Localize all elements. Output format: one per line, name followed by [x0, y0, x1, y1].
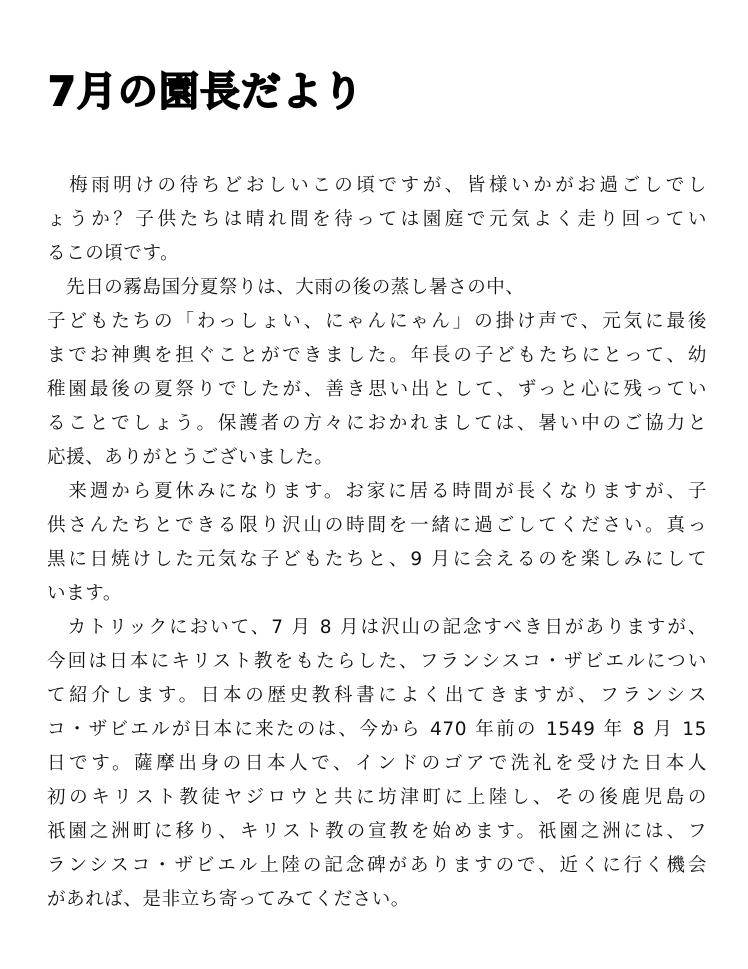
body-line: 日です。薩摩出身の日本人で、インドのゴアで洗礼を受けた日本人 — [47, 753, 707, 774]
body-line: ることでしょう。保護者の方々におかれましては、暑い中のご協力と — [47, 413, 707, 434]
body-line: 供さんたちとできる限り沢山の時間を一緒に過ごしてください。真っ — [47, 515, 707, 536]
body-line: 黒に日焼けした元気な子どもたちと、9 月に会えるのを楽しみにして — [47, 549, 707, 570]
body-line: 子どもたちの「わっしょい、にゃんにゃん」の掛け声で、元気に最後 — [47, 311, 707, 332]
body-line: います。 — [47, 583, 122, 604]
body-line: 来週から夏休みになります。お家に居る時間が長くなりますが、子 — [47, 481, 707, 502]
body-line: 初のキリスト教徒ヤジロウと共に坊津町に上陸し、その後鹿児島の — [47, 787, 707, 808]
body-line: 応援、ありがとうございました。 — [47, 447, 334, 468]
body-line: 稚園最後の夏祭りでしたが、善き思い出として、ずっと心に残ってい — [47, 379, 707, 400]
body-line: るこの頃です。 — [47, 243, 180, 264]
body-line: て紹介します。日本の歴史教科書によく出てきますが、フランシス — [47, 685, 707, 706]
body-line: 祇園之洲町に移り、キリスト教の宣教を始めます。祇園之洲には、フ — [47, 821, 707, 842]
body-line: 先日の霧島国分夏祭りは、大雨の後の蒸し暑さの中、 — [47, 277, 525, 298]
body-line: コ・ザビエルが日本に来たのは、今から 470 年前の 1549 年 8 月 15 — [47, 719, 707, 740]
newsletter-body — [47, 169, 707, 917]
body-line: カトリックにおいて、7 月 8 月は沢山の記念すべき日がありますが、 — [47, 617, 707, 638]
body-line: ょうか？子供たちは晴れ間を待っては園庭で元気よく走り回ってい — [47, 209, 707, 230]
body-line: 今回は日本にキリスト教をもたらした、フランシスコ・ザビエルについ — [47, 651, 707, 672]
body-line: ランシスコ・ザビエル上陸の記念碑がありますので、近くに行く機会 — [47, 855, 707, 876]
body-line: までお神輿を担ぐことができました。年長の子どもたちにとって、幼 — [47, 345, 707, 366]
body-line: 梅雨明けの待ちどおしいこの頃ですが、皆様いかがお過ごしでし — [47, 175, 707, 196]
newsletter-title: 7月の園長だより — [48, 69, 364, 115]
body-line: があれば、是非立ち寄ってみてください。 — [47, 889, 410, 910]
